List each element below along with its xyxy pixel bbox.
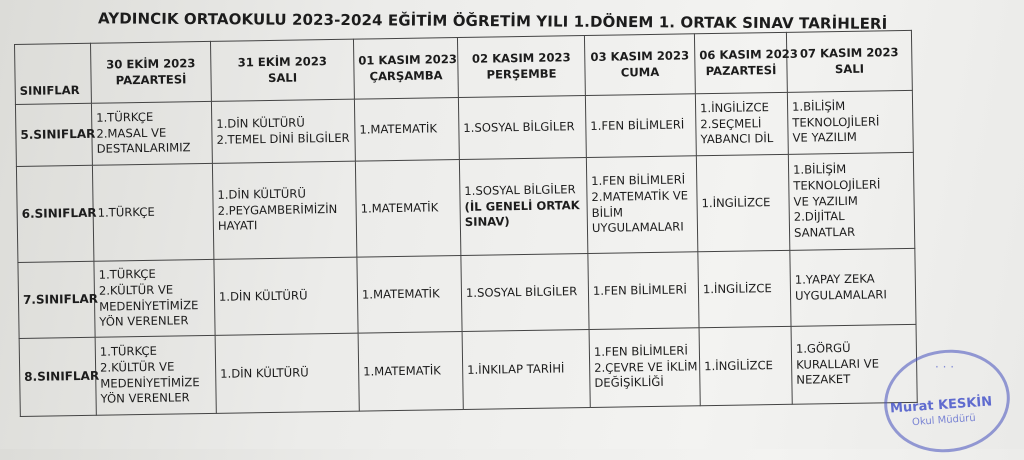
exam-cell <box>790 248 916 326</box>
header-day: 06 KASIM 2023 PAZARTESİ <box>694 32 787 93</box>
class-label: 8.SINIFLAR <box>19 337 96 416</box>
exam-subject: YABANCI DİL <box>700 131 774 147</box>
table-row <box>19 324 917 416</box>
exam-cell <box>354 98 459 162</box>
exam-cell <box>358 331 463 411</box>
exam-cell <box>787 90 913 154</box>
exam-cell <box>214 257 358 335</box>
exam-cell <box>462 330 590 410</box>
exam-subject: KURALLARI VE <box>796 356 880 372</box>
exam-subject: 1.YAPAY ZEKA <box>794 271 875 287</box>
header-day: 31 EKİM 2023 SALI <box>210 39 354 101</box>
exam-cell <box>698 250 791 327</box>
exam-subject: 1.MATEMATİK <box>363 363 441 379</box>
header-day: 30 EKİM 2023 PAZARTESİ <box>90 41 211 103</box>
exam-subject: NEZAKET <box>796 372 851 388</box>
exam-subject: 1.GÖRGÜ <box>795 340 851 356</box>
exam-cell <box>95 335 216 415</box>
exam-cell <box>696 154 789 251</box>
stamp-mark: · · · <box>935 360 955 374</box>
exam-subject: 1.MATEMATİK <box>360 200 439 216</box>
exam-subject: 1.FEN BİLİMLERİ <box>590 117 685 133</box>
exam-subject: 1.SOSYAL BİLGİLER <box>464 182 576 198</box>
exam-cell <box>211 99 355 163</box>
exam-subject: 2.KÜLTÜR VE <box>99 359 175 375</box>
exam-subject: 2.SEÇMELİ <box>700 115 762 131</box>
exam-subject: 1.İNGİLİZCE <box>699 100 770 116</box>
class-label: 6.SINIFLAR <box>16 165 93 262</box>
exam-cell <box>461 254 589 332</box>
exam-cell <box>699 326 792 405</box>
exam-cell <box>788 152 914 250</box>
exam-subject: 1.DİN KÜLTÜRÜ <box>218 288 308 304</box>
exam-subject: YÖN VERENLER <box>99 313 189 329</box>
exam-subject: TEKNOLOJİLERİ <box>792 114 880 130</box>
exam-subject: DEĞİŞİKLİĞİ <box>594 375 664 391</box>
exam-subject: 1.TÜRKÇE <box>96 109 154 125</box>
exam-subject: 1.BİLİŞİM <box>792 162 847 178</box>
exam-subject: BİLİM <box>591 204 624 220</box>
exam-subject: 1.FEN BİLİMLERİ <box>592 282 687 298</box>
exam-subject: 2.DİJİTAL <box>793 209 845 225</box>
table-row <box>18 248 916 338</box>
header-corner: SINIFLAR <box>15 43 92 104</box>
exam-subject: 1.TÜRKÇE <box>97 204 155 220</box>
exam-subject: VE YAZILIM <box>792 130 857 146</box>
exam-subject: HAYATI <box>217 218 258 234</box>
exam-cell <box>589 328 700 408</box>
exam-cell <box>94 259 215 337</box>
schedule-body <box>15 90 917 416</box>
exam-cell <box>357 256 462 334</box>
exam-subject: 2.PEYGAMBERİMİZİN <box>217 201 338 218</box>
exam-subject: 1.MATEMATİK <box>361 286 440 302</box>
exam-subject: VE YAZILIM <box>793 193 858 209</box>
header-day: 01 KASIM 2023 ÇARŞAMBA <box>353 38 458 100</box>
document-title: AYDINCIK ORTAOKULU 2023-2024 EĞİTİM ÖĞRETİM YILI 1.DÖNEM 1. ORTAK SINAV TARİHLERİ <box>97 9 888 33</box>
exam-cell <box>355 160 460 258</box>
exam-subject: 1.İNGİLİZCE <box>702 280 772 296</box>
stamp-title: Okul Müdürü <box>911 412 977 429</box>
header-day: 03 KASIM 2023 CUMA <box>584 34 695 96</box>
exam-subject: YÖN VERENLER <box>100 390 190 406</box>
exam-subject: 1.MATEMATİK <box>359 121 438 137</box>
header-day: 02 KASIM 2023 PERŞEMBE <box>457 36 585 98</box>
exam-subject: DESTANLARIMIZ <box>96 140 191 157</box>
exam-subject: 2.TEMEL DİNİ BİLGİLER <box>216 130 350 147</box>
exam-subject: 1.BİLİŞİM <box>791 98 846 114</box>
exam-subject: (İL GENELİ ORTAK <box>464 197 580 214</box>
stamp-name: Murat KESKİN <box>889 394 993 417</box>
exam-schedule-sheet <box>14 30 920 418</box>
exam-cell <box>92 163 213 261</box>
exam-subject: UYGULAMALARI <box>591 219 684 236</box>
exam-subject: 1.SOSYAL BİLGİLER <box>463 118 575 135</box>
exam-subject: MEDENİYETİMİZE <box>100 374 200 391</box>
exam-subject: 1.FEN BİLİMLERİ <box>593 343 688 359</box>
exam-subject: 2.KÜLTÜR VE <box>98 282 174 298</box>
exam-subject: 2.MATEMATİK VE <box>591 188 689 204</box>
exam-subject: 1.FEN BİLİMLERİ <box>591 172 686 189</box>
exam-subject: 1.DİN KÜLTÜRÜ <box>216 115 305 131</box>
exam-cell <box>212 161 356 259</box>
exam-subject: SANATLAR <box>793 224 856 240</box>
exam-subject: 1.İNKILAP TARİHİ <box>467 361 565 377</box>
class-label: 7.SINIFLAR <box>18 261 95 338</box>
exam-subject: MEDENİYETİMİZE <box>99 297 199 314</box>
exam-cell <box>458 96 586 160</box>
exam-cell <box>586 156 697 254</box>
exam-subject: 1.TÜRKÇE <box>98 267 156 282</box>
exam-subject: UYGULAMALARI <box>794 286 887 303</box>
exam-cell <box>585 94 696 158</box>
exam-subject: 2.ÇEVRE VE İKLİM <box>594 358 698 375</box>
exam-cell <box>588 252 699 330</box>
exam-cell <box>695 92 788 155</box>
exam-subject: 1.DİN KÜLTÜRÜ <box>220 365 309 381</box>
exam-subject: 1.İNGİLİZCE <box>704 357 774 373</box>
exam-schedule-table <box>14 30 918 417</box>
exam-subject: SINAV) <box>464 214 510 230</box>
exam-cell <box>215 333 359 413</box>
class-label: 5.SINIFLAR <box>15 103 92 166</box>
exam-cell <box>459 158 587 256</box>
header-day: 07 KASIM 2023 SALI <box>786 30 912 92</box>
exam-subject: 2.MASAL VE <box>96 125 167 141</box>
exam-subject: 1.SOSYAL BİLGİLER <box>465 283 578 300</box>
exam-subject: TEKNOLOJİLERİ <box>793 177 881 193</box>
table-row <box>16 152 914 262</box>
exam-cell <box>91 101 212 165</box>
exam-subject: 1.TÜRKÇE <box>99 344 158 359</box>
exam-subject: 1.DİN KÜLTÜRÜ <box>217 186 307 202</box>
exam-subject: 1.İNGİLİZCE <box>701 194 771 210</box>
